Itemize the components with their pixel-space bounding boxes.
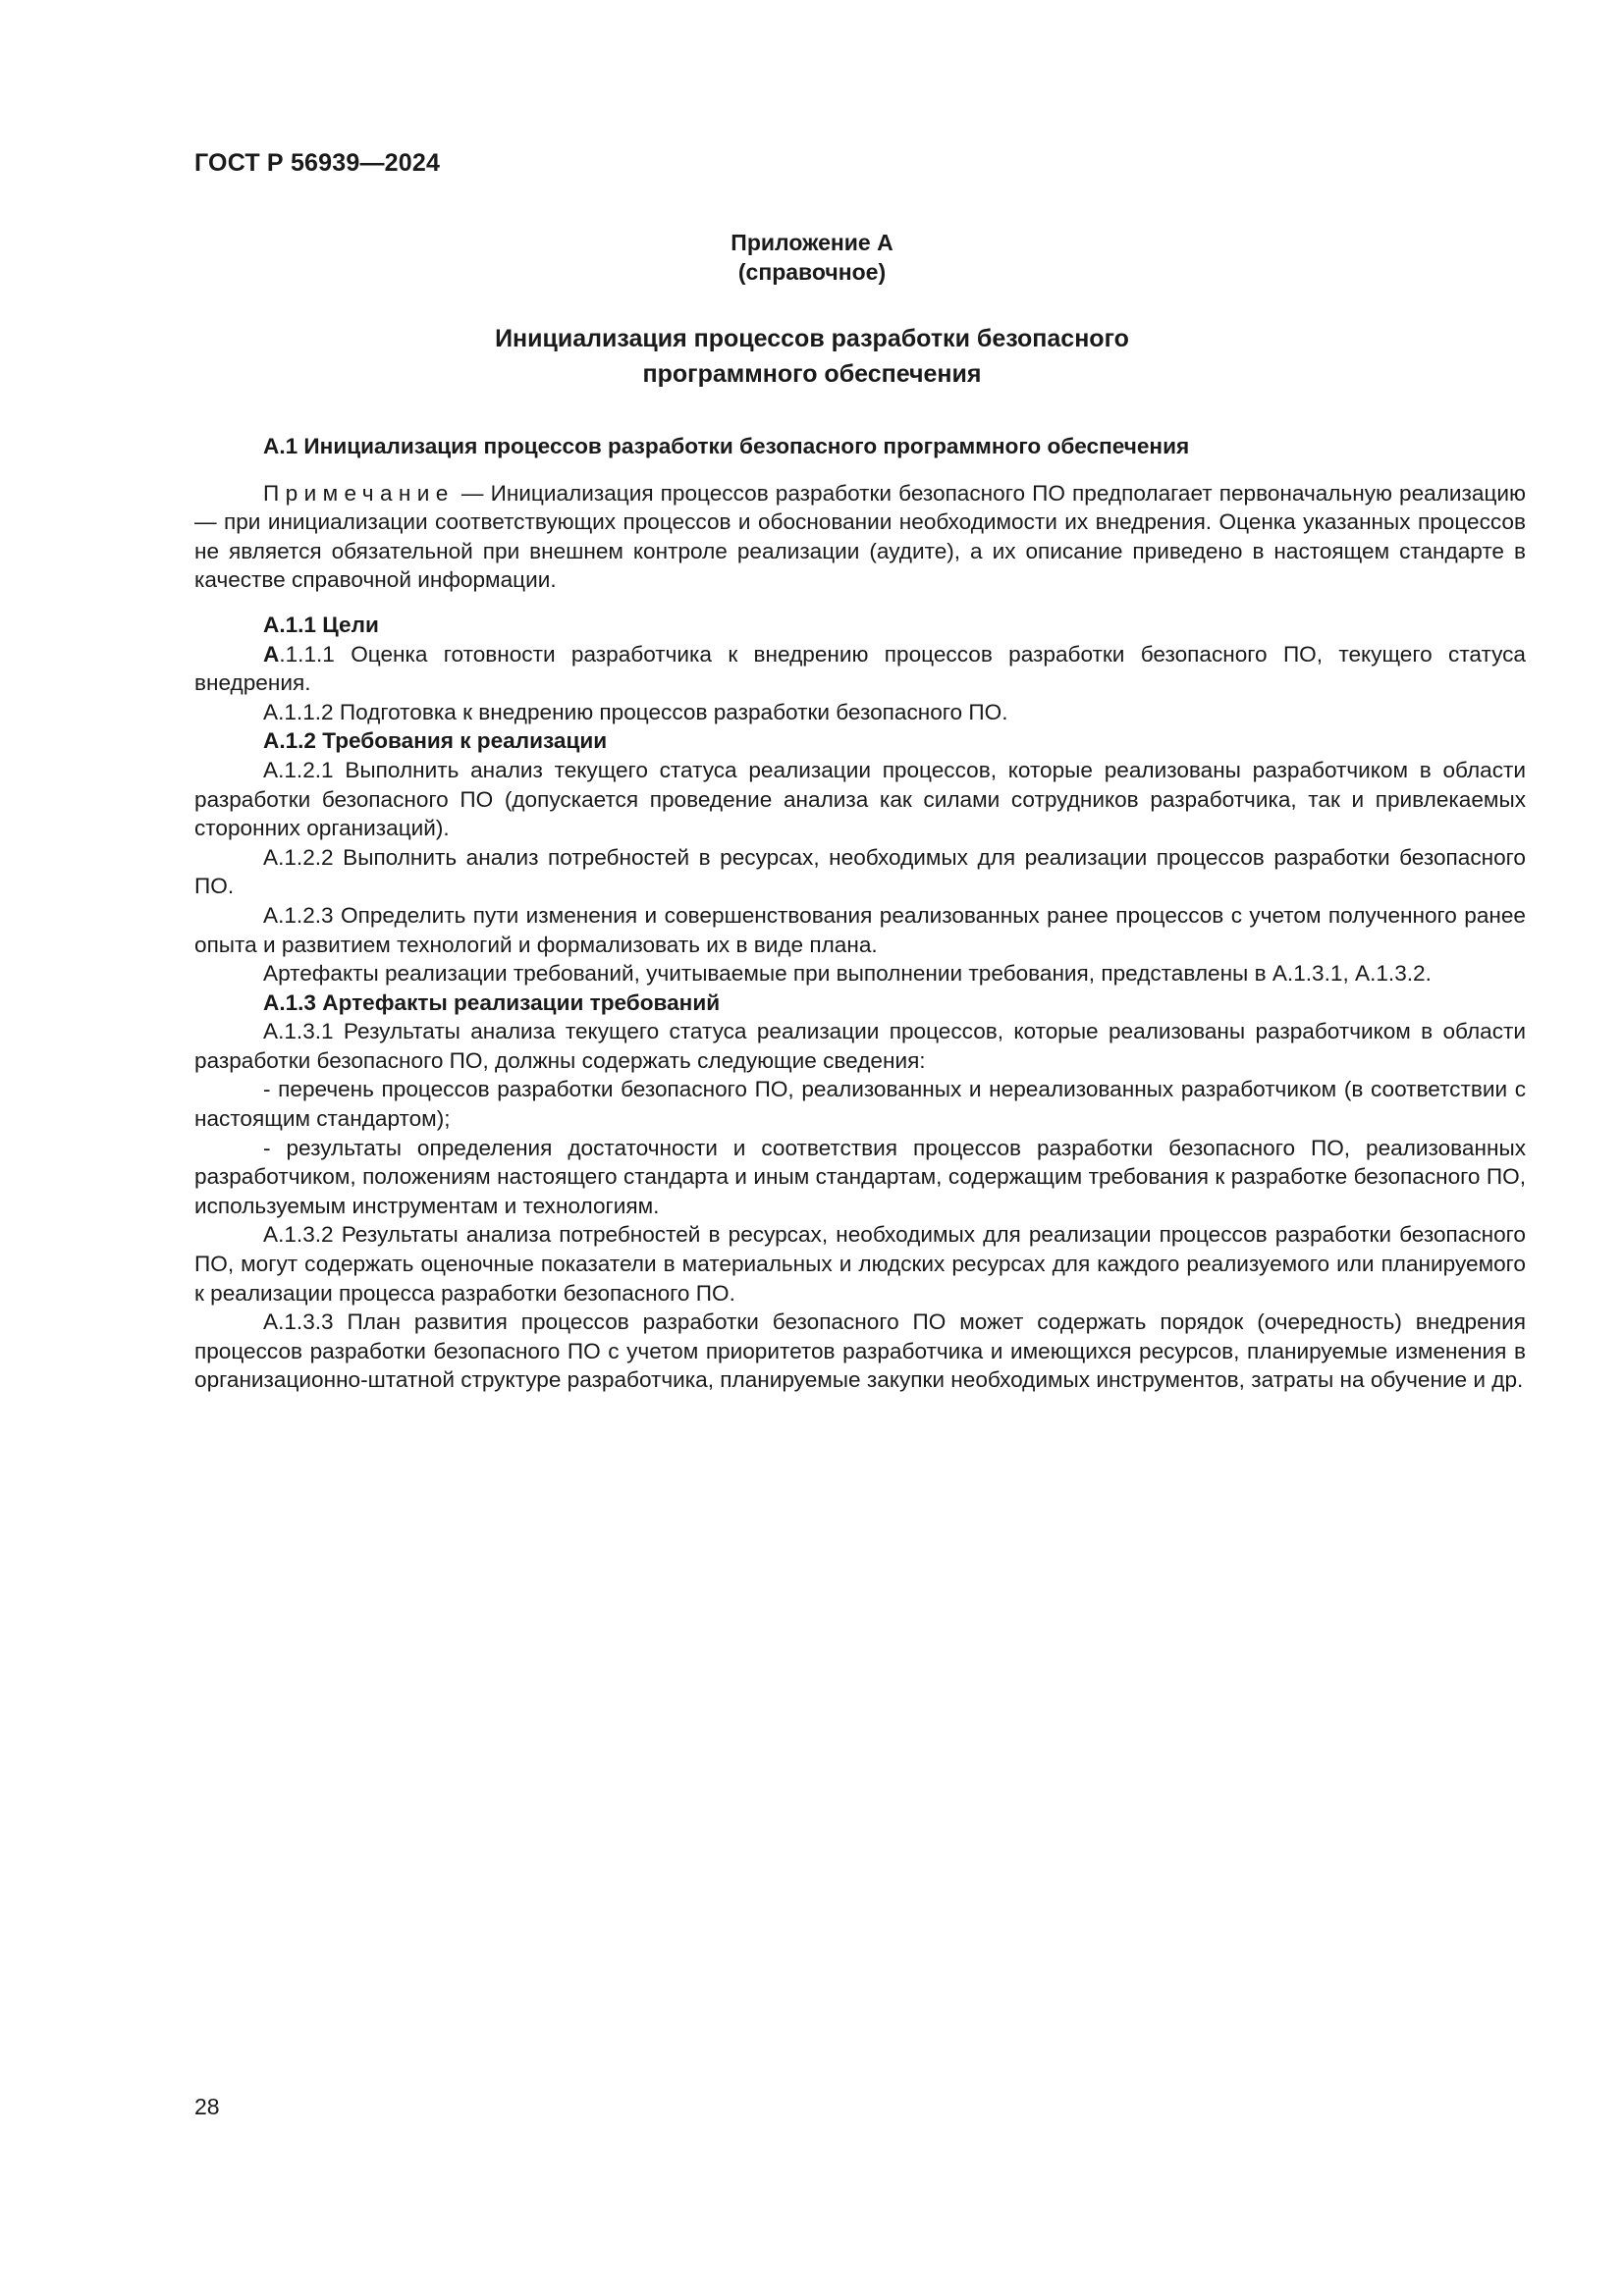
- list-item-bullet-1: - перечень процессов разработки безопасного ПО, реализованных и нереализованных разработчиком (в соответствии с настоящим стандартом);: [194, 1077, 1526, 1132]
- paragraph-a111-text: .1.1.1 Оценка готовности разработчика к внедрению процессов разработки безопасного ПО, текущего статуса внедрения.: [194, 641, 1526, 696]
- paragraph-a112: А.1.1.2 Подготовка к внедрению процессов разработки безопасного ПО.: [263, 699, 1008, 724]
- standard-code-header: ГОСТ Р 56939—2024: [194, 149, 441, 177]
- section-a11-heading: А.1.1 Цели: [263, 612, 379, 637]
- paragraph-a111-lead: А: [263, 641, 280, 667]
- list-item-bullet-2: - результаты определения достаточности и соответствия процессов разработки безопасного ПО, реализованных разработчиком, положениям настоящего стандарта и иным стандартам, содержащим требования к разработке безопасного ПО, используемым инструментам и технологиям.: [194, 1135, 1526, 1218]
- paragraph-a132: А.1.3.2 Результаты анализа потребностей в ресурсах, необходимых для реализации процессов разработки безопасного ПО, могут содержать оценочные показатели в материальных и людских ресурсах для каждого реализуемого или планируемого к реализации процесса разработки безопасного ПО.: [194, 1222, 1526, 1306]
- annex-type: (справочное): [737, 259, 887, 285]
- paragraph-a123: А.1.2.3 Определить пути изменения и совершенствования реализованных ранее процессов с учетом полученного ранее опыта и развитием технологий и формализовать их в виде плана.: [194, 902, 1526, 957]
- paragraph-a133: А.1.3.3 План развития процессов разработки безопасного ПО может содержать порядок (очередность) внедрения процессов разработки безопасного ПО с учетом приоритетов разработчика и имеющихся ресурсов, планируемые изменения в организационно-штатной структуре разработчика, планируемые закупки необходимых инструментов, затраты на обучение и др.: [194, 1309, 1526, 1393]
- page-number: 28: [194, 2094, 220, 2119]
- note-text: — Инициализация процессов разработки безопасного ПО предполагает первоначальную реализацию — при инициализации соответствующих процессов и обосновании необходимости их внедрения. Оценка указанных процессов не является обязательной при внешнем контроле реализации (аудите), а их описание приведено в настоящем стандарте в качестве справочной информации.: [194, 480, 1526, 593]
- paragraph-a122: А.1.2.2 Выполнить анализ потребностей в ресурсах, необходимых для реализации процессов разработки безопасного ПО.: [194, 844, 1526, 899]
- paragraph-a121: А.1.2.1 Выполнить анализ текущего статуса реализации процессов, которые реализованы разработчиком в области разработки безопасного ПО (допускается проведение анализа как силами сотрудников разработчика, так и привлекаемых сторонних организаций).: [194, 757, 1526, 841]
- section-a13-heading: А.1.3 Артефакты реализации требований: [263, 989, 721, 1015]
- annex-title-block: [0, 321, 1624, 392]
- annex-title-line-2: программного обеспечения: [642, 360, 982, 388]
- section-a12-heading: А.1.2 Требования к реализации: [263, 728, 608, 754]
- paragraph-a111: [194, 640, 1526, 698]
- paragraph-a131: А.1.3.1 Результаты анализа текущего статуса реализации процессов, которые реализованы разработчиком в области разработки безопасного ПО, должны содержать следующие сведения:: [194, 1019, 1526, 1073]
- annex-label-block: [0, 228, 1624, 287]
- note-paragraph: [194, 479, 1526, 595]
- document-body: [194, 432, 1526, 1395]
- annex-title-line-1: Инициализация процессов разработки безопасного: [495, 325, 1129, 352]
- section-a1-heading: А.1 Инициализация процессов разработки безопасного программного обеспечения: [263, 434, 1190, 458]
- note-label: Примечание: [263, 480, 455, 506]
- paragraph-artifacts-note: Артефакты реализации требований, учитываемые при выполнении требования, представлены в А.1.3.1, А.1.3.2.: [263, 961, 1432, 987]
- annex-label: Приложение А: [731, 230, 893, 255]
